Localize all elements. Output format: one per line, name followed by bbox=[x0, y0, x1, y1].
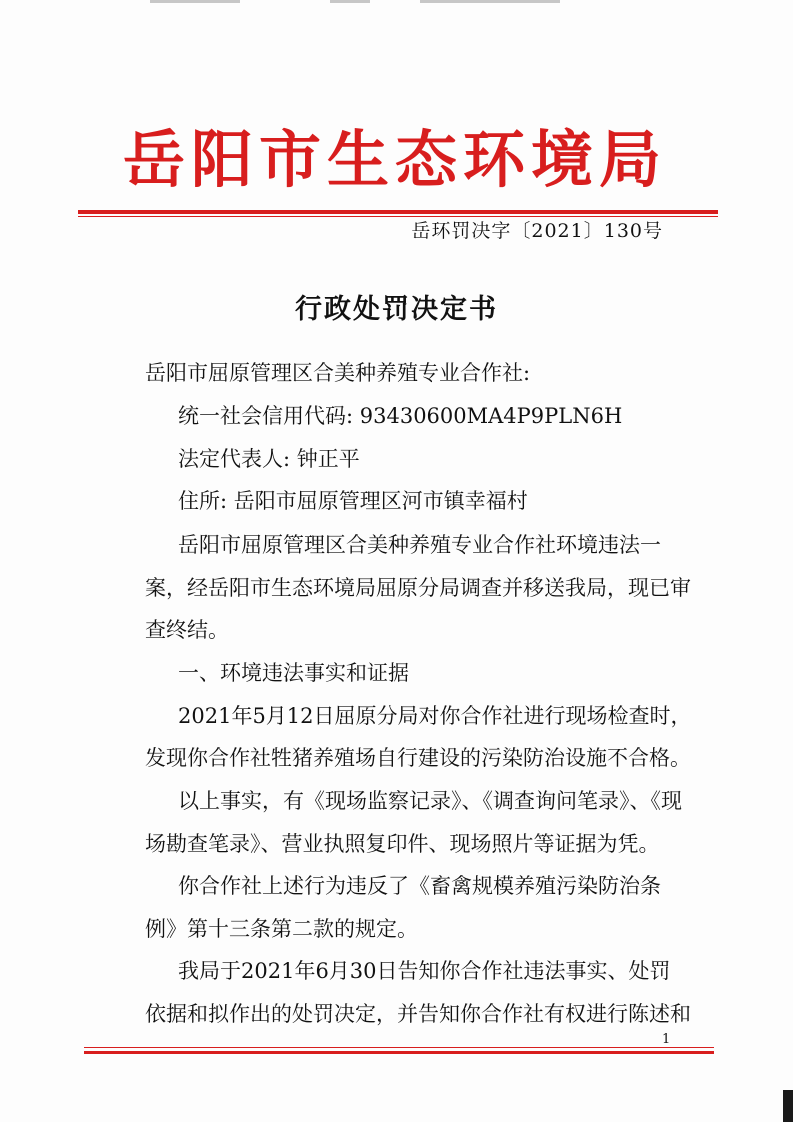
body-line: 依据和拟作出的处罚决定，并告知你合作社有权进行陈述和 bbox=[145, 1002, 691, 1026]
body-line: 发现你合作社牲猪养殖场自行建设的污染防治设施不合格。 bbox=[145, 746, 691, 770]
document-title: 行政处罚决定书 bbox=[295, 294, 498, 325]
credit-code: 统一社会信用代码: 93430600MA4P9PLN6H bbox=[178, 404, 623, 428]
page-number: 1 bbox=[662, 1032, 671, 1047]
body-line: 例》第十三条第二款的规定。 bbox=[145, 917, 418, 941]
footer-red-rule bbox=[84, 1051, 714, 1054]
footer-red-rule-thin bbox=[84, 1047, 714, 1048]
header-red-rule-thin bbox=[78, 216, 718, 217]
scan-artifact-top bbox=[0, 0, 793, 10]
body-line: 岳阳市屈原管理区合美种养殖专业合作社环境违法一 bbox=[178, 533, 661, 557]
legal-representative: 法定代表人: 钟正平 bbox=[178, 447, 360, 471]
body-line: 2021年5月12日屈原分局对你合作社进行现场检查时， bbox=[178, 704, 692, 728]
section-heading: 一、环境违法事实和证据 bbox=[178, 661, 409, 685]
document-number: 岳环罚决字〔2021〕130号 bbox=[411, 220, 663, 242]
recipient: 岳阳市屈原管理区合美种养殖专业合作社: bbox=[145, 361, 531, 385]
agency-name: 岳阳市生态环境局 bbox=[122, 123, 667, 196]
body-line: 案，经岳阳市生态环境局屈原分局调查并移送我局，现已审 bbox=[145, 576, 691, 600]
address: 住所: 岳阳市屈原管理区河市镇幸福村 bbox=[178, 489, 528, 513]
scan-artifact-right bbox=[783, 1090, 793, 1122]
body-line: 我局于2021年6月30日告知你合作社违法事实、处罚 bbox=[178, 959, 671, 983]
body-line: 查终结。 bbox=[145, 618, 229, 642]
body-line: 你合作社上述行为违反了《畜禽规模养殖污染防治条 bbox=[178, 874, 661, 898]
body-line: 以上事实，有《现场监察记录》、《调查询问笔录》、《现 bbox=[178, 789, 682, 813]
body-line: 场勘查笔录》、营业执照复印件、现场照片等证据为凭。 bbox=[145, 832, 660, 856]
header-red-rule bbox=[78, 210, 718, 214]
